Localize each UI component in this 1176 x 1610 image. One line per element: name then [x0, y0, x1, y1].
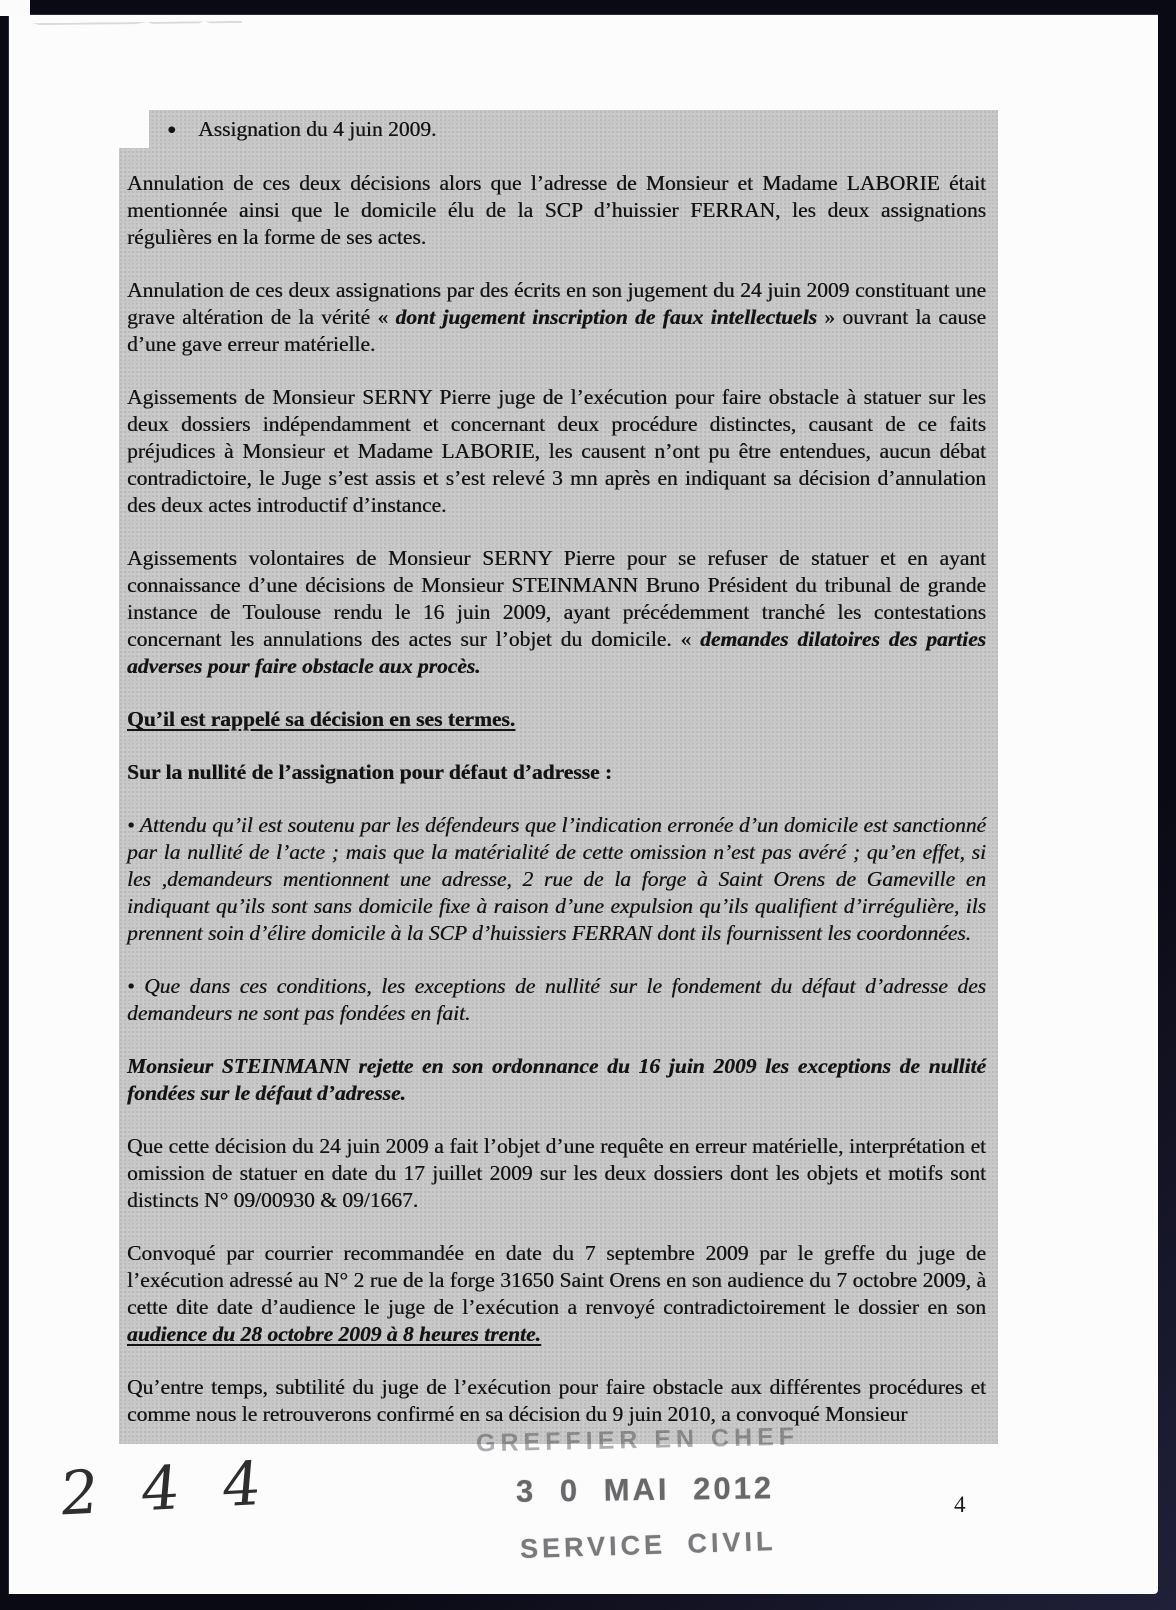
- emphasis-demandes-dilatoires: demandes dilatoires des parties adverses pour faire obstacle aux procès.: [127, 627, 986, 678]
- bullet-item-assignation: [127, 116, 986, 144]
- page-number: 4: [954, 1492, 966, 1517]
- stamp-service-civil: SERVICE CIVIL: [519, 1525, 777, 1565]
- paragraph-requete-erreur-materielle: Que cette décision du 24 juin 2009 a fait l’objet d’une requête en erreur matérielle, interprétation et omission de statuer en date du 17 juillet 2009 sur les deux dossiers dont les objets et motifs sont distincts N° 09/00930 & 09/1667.: [127, 1134, 986, 1212]
- scan-frame-gap: [0, 0, 30, 16]
- bullet-item-text: Assignation du 4 juin 2009.: [198, 117, 437, 141]
- emphasis-jugement-inscription-faux: dont jugement inscription de faux intellectuels: [395, 305, 817, 329]
- handwritten-folio-number: 2 4 4: [57, 1448, 276, 1530]
- bullet-icon: ●: [167, 122, 177, 138]
- scanned-text-block: [119, 110, 998, 1444]
- paragraph-attendu-defendeurs: • Attendu qu’il est soutenu par les défendeurs que l’indication erronée d’un domicile est sanctionné par la nullité de l’acte ; mais que la matérialité de cette omission n’est pas avéré ; qu’en effet, si les ,demandeurs mentionnent une adresse, 2 rue de la forge à Saint Orens de Gameville en indiquant qu’ils sont sans domicile fixe à raison d’une expulsion qu’ils qualifient d’irrégulière, ils prennent soin d’élire domicile à la SCP d’huissiers FERRAN dont ils fournissent les coordonnées.: [127, 813, 986, 945]
- paragraph-agissements-serny: Agissements de Monsieur SERNY Pierre juge de l’exécution pour faire obstacle à statuer sur les deux dossiers indépendamment et concernant deux procédure distinctes, causant de ce faits préjudices à Monsieur et Madame LABORIE, les causent n’ont pu être entendues, aucun débat contradictoire, le Juge s’est assis et s’est relevé 3 mn après en indiquant sa décision d’annulation des deux actes introductif d’instance.: [127, 385, 986, 517]
- paragraph-que-dans-conditions: • Que dans ces conditions, les exceptions de nullité sur le fondement du défaut d’adresse des demandeurs ne sont pas fondées en fait.: [127, 974, 986, 1025]
- paragraph-segment: Convoqué par courrier recommandée en date du 7 septembre 2009 par le greffe du juge de l’exécution adressé au N° 2 rue de la forge 31650 Saint Orens en son audience du 7 octobre 2009, à cette dite date d’audience le juge de l’exécution a renvoyé contradictoirement le dossier en son: [127, 1241, 986, 1319]
- paragraph-segment: Annulation de ces deux assignations par des écrits en son jugement du 24 juin 2009 constituant une grave altération de la vérité «: [127, 278, 986, 329]
- paragraph-segment: » ouvrant la cause d’une gave erreur matérielle.: [127, 305, 987, 356]
- paragraph-annulation-assignations: [127, 277, 986, 358]
- pencil-smudge-mark: [32, 21, 242, 35]
- emphasis-audience-28-octobre: audience du 28 octobre 2009 à 8 heures trente.: [127, 1322, 541, 1346]
- paragraph-segment: Agissements volontaires de Monsieur SERNY Pierre pour se refuser de statuer et en ayant connaissance d’une décisions de Monsieur STEINMANN Bruno Président du tribunal de grande instance de Toulouse rendu le 16 juin 2009, ayant précédemment tranché les contestations concernant les annulations des actes sur l’objet du domicile. «: [127, 546, 986, 651]
- paragraph-agissements-volontaires: [127, 545, 986, 680]
- paragraph-steinmann-rejette: Monsieur STEINMANN rejette en son ordonnance du 16 juin 2009 les exceptions de nullité fondées sur le défaut d’adresse.: [127, 1054, 986, 1105]
- document-page: [8, 14, 1158, 1594]
- stamp-date-30-mai-2012: 3 0 MAI 2012: [515, 1470, 775, 1509]
- paragraph-entre-temps: Qu’entre temps, subtilité du juge de l’exécution pour faire obstacle aux différentes procédures et comme nous le retrouverons confirmé en sa décision du 9 juin 2010, a convoqué Monsieur: [127, 1375, 986, 1426]
- stamp-greffier-en-chef: GREFFIER EN CHEF: [475, 1422, 800, 1458]
- heading-decision-termes: Qu’il est rappelé sa décision en ses termes.: [127, 707, 516, 731]
- paragraph-convocation-greffe: [127, 1240, 986, 1348]
- paragraph-annulation-decisions: Annulation de ces deux décisions alors que l’adresse de Monsieur et Madame LABORIE était mentionnée ainsi que le domicile élu de la SCP d’huissier FERRAN, les deux assignations régulières en la forme de ses actes.: [127, 171, 986, 249]
- heading-nullite-assignation: Sur la nullité de l’assignation pour défaut d’adresse :: [127, 760, 613, 784]
- scan-white-notch: [119, 110, 149, 148]
